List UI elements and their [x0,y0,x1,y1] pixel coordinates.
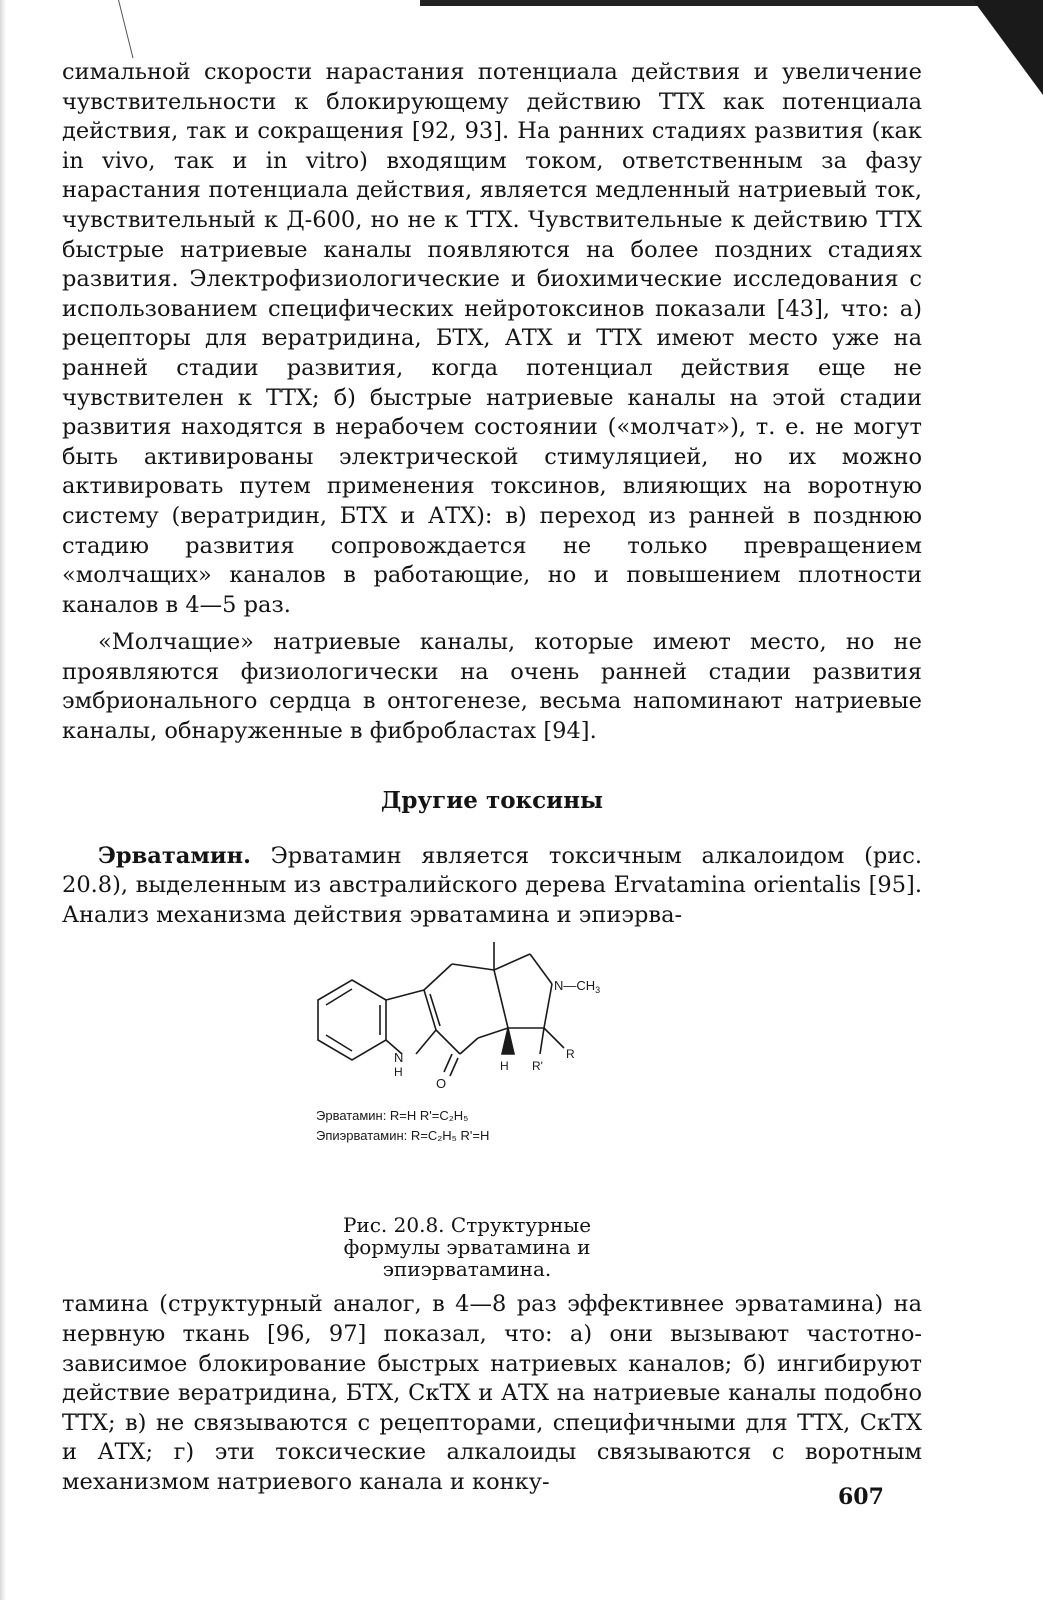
r-label: R [566,1047,575,1062]
figure-caption: Рис. 20.8. Структурные формулы эрватамина и эпиэрватамина. [342,1213,592,1282]
structural-formula [312,942,652,1212]
scan-dark-corner [973,0,1043,95]
nh-n-label: N [394,1050,404,1066]
amine-label: $N—CH_3$ [554,978,601,996]
benzene-ring [318,980,386,1060]
paragraph-mechanism: тамина (структурный аналог, в 4—8 раз эффективнее эрватамина) на нервную ткань [96, 97] показал, что: а) они вызывают частотно-зависимое блокирование быстрых натриевых каналов; б) ингибируют действие вератридина, БТХ, СкТХ и АТХ на натриевые каналы подобно ТТХ; в) не связываются с рецепторами, специфичными для ТТХ, СкТХ и АТХ; г) эти токсические алкалоиды связываются с воротным механизмом натриевого канала и конку- [62,1291,922,1495]
scan-left-shadow [0,0,6,1600]
paragraph-silent-channels: «Молчащие» натриевые каналы, которые имеют место, но не проявляются физиологически на очень ранней стадии развития эмбрионального сердца в онтогенезе, весьма напоминают натриевые каналы, обнаруженные в фибробластах [94]. [62,629,922,745]
r-prime-label: R' [532,1059,543,1074]
page-body [62,58,922,1498]
legend-ervatamine: Эрватамин: R=H R'=C₂H₅ [316,1108,469,1124]
figure-20-8 [62,942,922,1282]
h-label: H [500,1059,509,1074]
paragraph-ervatamine [62,842,922,931]
paragraph-sodium-channels: симальной скорости нарастания потенциала действия и увеличение чувствительности к блокирующему действию ТТХ как потенциала действия, так и сокращения [92, 93]. На ранних стадиях развития (как in vivo, так и in vitro) входящим током, ответственным за фазу нарастания потенциала действия, является медленный натриевый ток, чувствительный к Д-600, но не к ТТХ. Чувствительные к действию ТТХ быстрые натриевые каналы появляются на более поздних стадиях развития. Электрофизиологические и биохимические исследования с использованием специфических нейротоксинов показали [43], что: а) рецепторы для вератридина, БТХ, АТХ и ТТХ имеют место уже на ранней стадии развития, когда потенциал действия еще не чувствителен к ТТХ; б) быстрые натриевые каналы на этой стадии развития находятся в нерабочем состоянии («молчат»), т. е. не могут быть активированы электрической стимуляцией, но их можно активировать путем применения токсинов, влияющих на воротную систему (вератридин, БТХ и АТХ): в) переход из ранней в позднюю стадию развития сопровождается не только превращением «молчащих» каналов в работающие, но и повышением плотности каналов в 4—5 раз. [62,59,922,618]
stereo-wedge [502,1028,514,1054]
scan-top-edge [420,0,980,6]
paragraph-lead: Эрватамин. [98,842,251,869]
section-heading: Другие токсины [380,786,604,814]
oxygen-label: O [436,1076,447,1092]
legend-epiervatamine: Эпиэрватамин: R=C₂H₅ R'=H [316,1128,490,1144]
nh-h-label: H [394,1065,403,1080]
page-number: 607 [838,1484,884,1510]
scan-artifact-line [118,0,133,58]
paragraph-ervatamine-text: Эрватамин является токсичным алкалоидом (рис. 20.8), выделенным из австралийского дерева Ervatamina orientalis [95]. Анализ механизма действия эрватамина и эпиэрва- [62,842,922,928]
